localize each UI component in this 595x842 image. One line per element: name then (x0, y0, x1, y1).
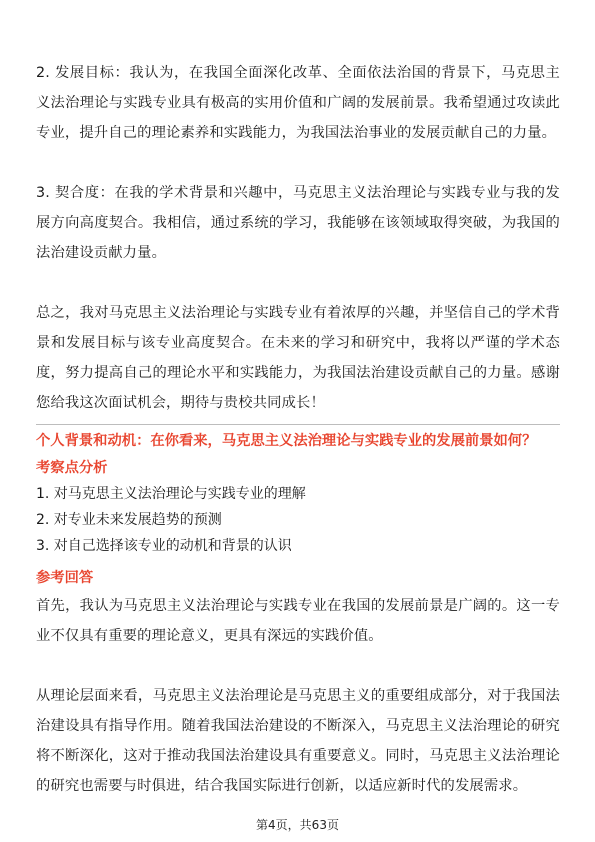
answer-paragraph-second: 从理论层面来看，马克思主义法治理论是马克思主义的重要组成部分，对于我国法治建设具有指导作用。随着我国法治建设的不断深入，马克思主义法治理论的研究将不断深化，这对于推动我国法治建设具有重要意义。同时，马克思主义法治理论的研究也需要与时俱进，结合我国实际进行创新，以适应新时代的发展需求。 (36, 688, 560, 794)
question-heading: 个人背景和动机：在你看来，马克思主义法治理论与实践专业的发展前景如何？ (36, 433, 537, 449)
analysis-title: 考察点分析 (36, 460, 108, 476)
analysis-list (36, 481, 560, 559)
paragraph-conclusion: 总之，我对马克思主义法治理论与实践专业有着浓厚的兴趣，并坚信自己的学术背景和发展目标与该专业高度契合。在未来的学习和研究中，我将以严谨的学术态度，努力提高自己的理论水平和实践能力，为我国法治建设贡献自己的力量。感谢您给我这次面试机会，期待与贵校共同成长！ (36, 305, 560, 411)
section-divider (36, 424, 560, 425)
paragraph-development-goal: 2. 发展目标：我认为，在我国全面深化改革、全面依法治国的背景下，马克思主义法治理论与实践专业具有极高的实用价值和广阔的发展前景。我希望通过攻读此专业，提升自己的理论素养和实践能力，为我国法治事业的发展贡献自己的力量。 (36, 65, 560, 141)
list-item: 3. 对自己选择该专业的动机和背景的认识 (36, 538, 292, 554)
answer-paragraph-first: 首先，我认为马克思主义法治理论与实践专业在我国的发展前景是广阔的。这一专业不仅具有重要的理论意义，更具有深远的实践价值。 (36, 598, 560, 644)
page-footer: 第4页，共63页 (256, 818, 339, 832)
answer-title: 参考回答 (36, 570, 94, 586)
list-item: 1. 对马克思主义法治理论与实践专业的理解 (36, 486, 306, 502)
list-item: 2. 对专业未来发展趋势的预测 (36, 512, 222, 528)
page-content (36, 58, 560, 801)
paragraph-fit: 3. 契合度：在我的学术背景和兴趣中，马克思主义法治理论与实践专业与我的发展方向高度契合。我相信，通过系统的学习，我能够在该领域取得突破，为我国的法治建设贡献力量。 (36, 185, 560, 261)
